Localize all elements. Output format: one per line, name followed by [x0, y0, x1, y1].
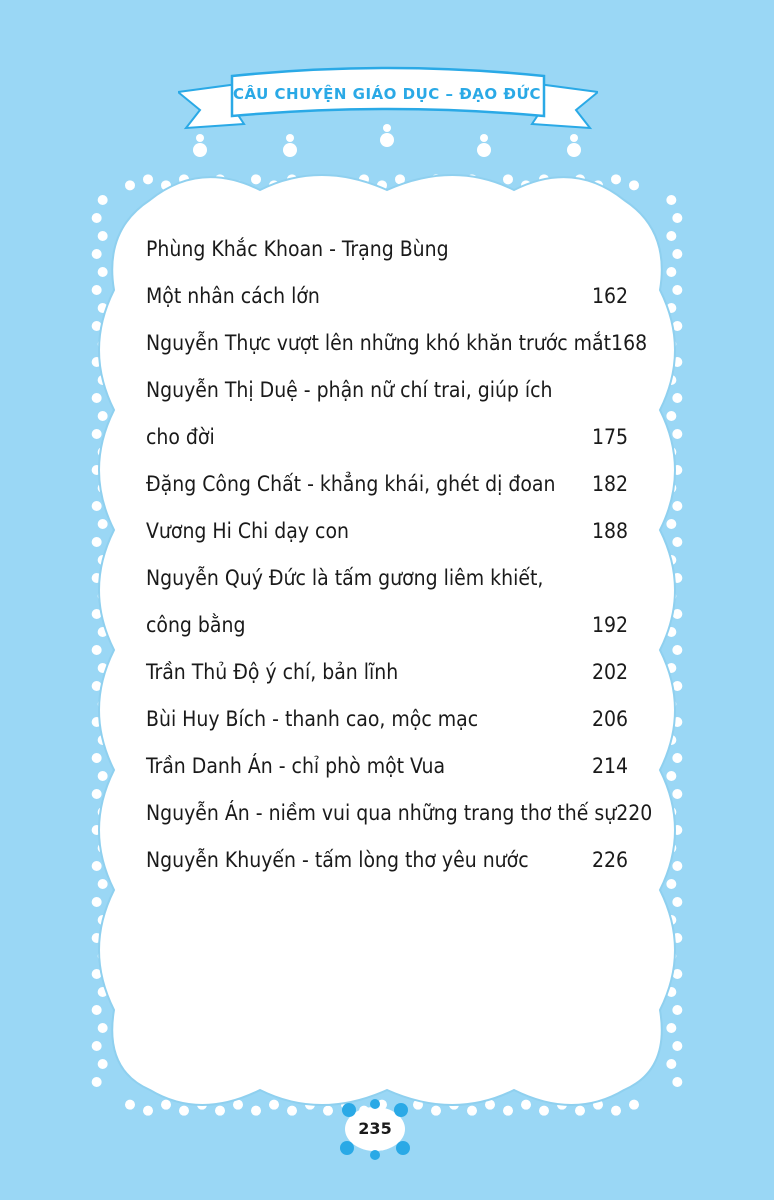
banner-title: CÂU CHUYỆN GIÁO DỤC – ĐẠO ĐỨC [232, 85, 541, 103]
toc-entry-line [146, 508, 628, 555]
toc-entry-line [146, 367, 628, 414]
toc-entry [146, 367, 628, 461]
toc-entry-line [146, 743, 628, 790]
toc-entry [146, 226, 628, 320]
toc-entry-page: 226 [591, 848, 628, 872]
toc-entry [146, 649, 628, 696]
toc-entry-page: 214 [591, 754, 628, 778]
toc-entry-line [146, 602, 628, 649]
toc-entry [146, 837, 628, 884]
toc-entry [146, 461, 628, 508]
toc-entry [146, 320, 648, 367]
toc-entry-title: Phùng Khắc Khoan - Trạng Bùng [146, 237, 449, 261]
toc-entry-line [146, 649, 628, 696]
toc-entry-title: Đặng Công Chất - khẳng khái, ghét dị đoan [146, 472, 556, 496]
toc-entry-page: 168 [611, 331, 648, 355]
toc-entry-page: 192 [591, 613, 628, 637]
page-number: 235 [358, 1118, 392, 1138]
toc-entry [146, 555, 628, 649]
toc-entry [146, 743, 628, 790]
toc-entry [146, 508, 628, 555]
toc-entry-line [146, 696, 628, 743]
toc-entry-line [146, 461, 628, 508]
toc-entry-line [146, 555, 628, 602]
toc-entry-title: Nguyễn Án - niềm vui qua những trang thơ thế sự [146, 801, 617, 825]
toc-entry-line [146, 320, 648, 367]
toc-entry-page: 188 [591, 519, 628, 543]
toc-entry-page: 162 [591, 284, 628, 308]
toc-entry-line [146, 414, 628, 461]
toc-entry-title: Một nhân cách lớn [146, 284, 320, 308]
table-of-contents [146, 226, 653, 884]
toc-entry [146, 790, 653, 837]
toc-entry-title: Nguyễn Quý Đức là tấm gương liêm khiết, [146, 566, 544, 590]
toc-entry-page: 175 [591, 425, 628, 449]
toc-entry-title: Nguyễn Thực vượt lên những khó khăn trước mắt [146, 331, 612, 355]
toc-entry-page: 206 [591, 707, 628, 731]
toc-entry-line [146, 790, 653, 837]
toc-entry-page: 220 [616, 801, 653, 825]
toc-entry-title: Nguyễn Khuyến - tấm lòng thơ yêu nước [146, 848, 529, 872]
toc-entry-page: 202 [591, 660, 628, 684]
toc-entry-title: Trần Danh Án - chỉ phò một Vua [146, 754, 446, 778]
toc-entry-line [146, 273, 628, 320]
toc-entry-line [146, 226, 628, 273]
toc-entry-title: Nguyễn Thị Duệ - phận nữ chí trai, giúp ích [146, 378, 553, 402]
toc-entry-title: cho đời [146, 425, 215, 449]
toc-entry-page: 182 [591, 472, 628, 496]
toc-entry-line [146, 837, 628, 884]
toc-entry [146, 696, 628, 743]
toc-entry-title: Vương Hi Chi dạy con [146, 519, 349, 543]
toc-entry-title: công bằng [146, 613, 246, 637]
toc-entry-title: Bùi Huy Bích - thanh cao, mộc mạc [146, 707, 479, 731]
toc-entry-title: Trần Thủ Độ ý chí, bản lĩnh [146, 660, 399, 684]
